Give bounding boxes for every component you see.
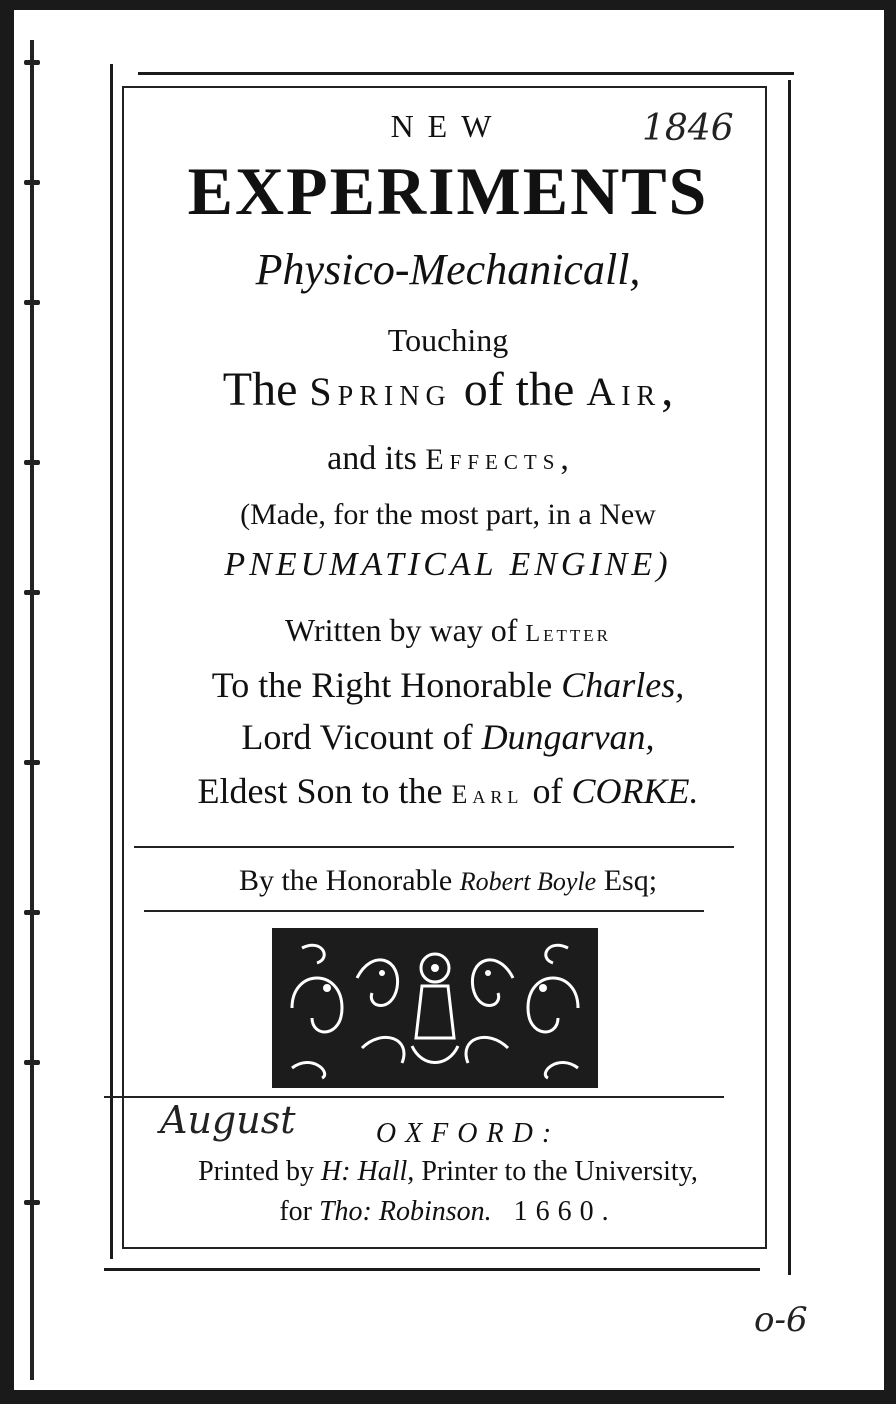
byline-esq: Esq;	[596, 864, 658, 897]
charles-name: Charles,	[561, 665, 685, 705]
title-spring-line	[0, 362, 896, 417]
title-physico: Physico-Mechanicall,	[255, 245, 641, 294]
frame-bottom-rule	[104, 1268, 760, 1271]
binding-stitch	[24, 60, 40, 65]
earl-word: Earl	[451, 780, 524, 809]
bookseller-name: Tho: Robinson.	[318, 1196, 492, 1227]
binding-stitch	[24, 910, 40, 915]
binding-stitch	[24, 300, 40, 305]
imprint-printer-line	[0, 1156, 896, 1188]
woodcut-ornament	[272, 928, 598, 1088]
printer-text2: Printer to the University,	[414, 1156, 698, 1187]
effects-comma: ,	[560, 440, 569, 477]
title-lord-line	[0, 716, 896, 758]
title-made-line: (Made, for the most part, in a New	[240, 498, 656, 531]
imprint-year: 1660.	[513, 1196, 617, 1227]
air-word: Air	[586, 369, 662, 414]
binding-stitch	[24, 1060, 40, 1065]
byline-rule-top	[134, 846, 734, 848]
handwritten-year: 1846	[642, 108, 734, 149]
title-new: NEW	[390, 108, 506, 144]
author-name: Robert Boyle	[459, 867, 597, 896]
dungarvan-name: Dungarvan,	[481, 717, 655, 757]
eldest-of: of	[523, 771, 572, 811]
binding-stitch	[24, 760, 40, 765]
binding-stitch	[24, 590, 40, 595]
lord-text: Lord Vicount of	[241, 717, 482, 757]
corke-name: CORKE.	[571, 771, 699, 811]
printer-name: H: Hall,	[320, 1156, 415, 1187]
byline-rule-bottom	[144, 910, 704, 912]
byline	[0, 864, 896, 898]
written-text: Written by way of	[285, 612, 526, 648]
title-eldest-line	[0, 770, 896, 812]
imprint-city: OXFORD:	[375, 1118, 561, 1149]
imprint-for-line	[0, 1196, 896, 1228]
title-written-line	[0, 612, 896, 649]
effects-word: Effects	[425, 443, 561, 476]
spring-the: The	[222, 363, 310, 416]
title-to-line	[0, 664, 896, 706]
effects-and-its: and its	[327, 440, 426, 477]
frame-top-rule	[138, 72, 794, 75]
spring-of-the: of the	[451, 363, 587, 416]
spring-word: Spring	[309, 369, 452, 414]
for-text: for	[279, 1196, 319, 1227]
printer-text1: Printed by	[198, 1156, 321, 1187]
handwritten-month: August	[160, 1098, 296, 1142]
title-experiments: EXPERIMENTS	[187, 153, 709, 229]
letter-word: Letter	[525, 621, 611, 647]
handwritten-corner-note: o-6	[754, 1300, 808, 1340]
title-engine-line: PNEUMATICAL ENGINE)	[224, 546, 672, 583]
spring-comma: ,	[661, 363, 674, 416]
eldest-text: Eldest Son to the	[197, 771, 452, 811]
to-text: To the Right Honorable	[211, 665, 562, 705]
title-effects-line	[0, 440, 896, 478]
byline-text: By the Honorable	[238, 864, 460, 897]
title-touching: Touching	[387, 322, 509, 358]
